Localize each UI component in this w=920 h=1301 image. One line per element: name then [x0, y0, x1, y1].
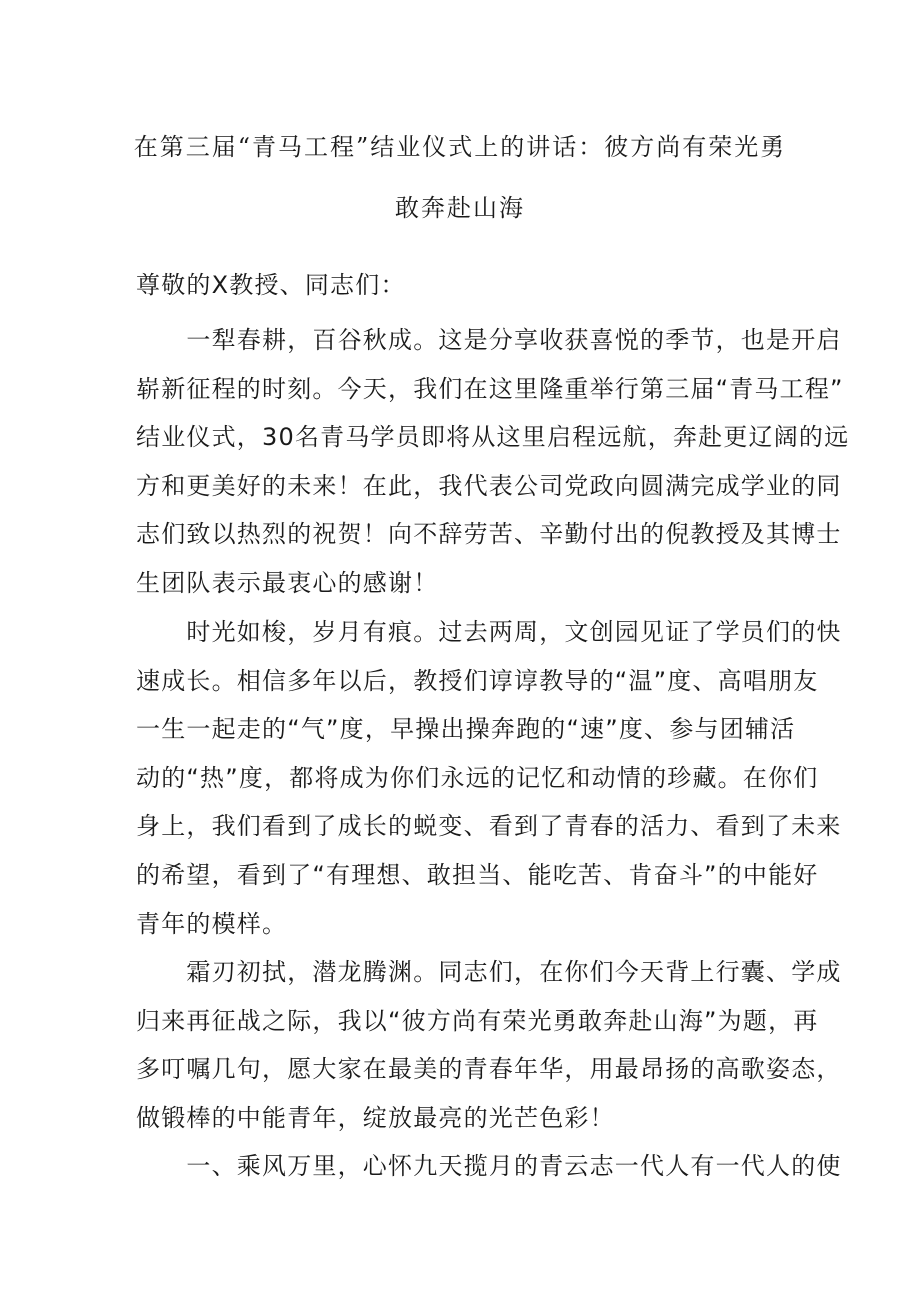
paragraph-line: 一、乘风万里，心怀九天揽月的青云志一代人有一代人的使 — [136, 1152, 842, 1180]
paragraph-line: 多叮嘱几句，愿大家在最美的青春年华，用最昂扬的高歌姿态， — [136, 1055, 842, 1084]
paragraph-line: 志们致以热烈的祝贺！向不辞劳苦、辛勤付出的倪教授及其博士 — [136, 520, 842, 549]
paragraph-1 — [136, 316, 850, 608]
document-title-line-2: 敢奔赴山海 — [395, 194, 525, 222]
document-title-line-1: 在第三届“青马工程”结业仪式上的讲话：彼方尚有荣光勇 — [133, 133, 787, 161]
paragraph-line: 时光如梭，岁月有痕。过去两周，文创园见证了学员们的快 — [136, 618, 842, 646]
paragraph-line: 崭新征程的时刻。今天，我们在这里隆重举行第三届“青马工程” — [136, 374, 844, 403]
paragraph-line: 一生一起走的“气”度，早操出操奔跑的“速”度、参与团辅活 — [136, 715, 796, 744]
paragraph-line: 归来再征战之际，我以“彼方尚有荣光勇敢奔赴山海”为题，再 — [136, 1006, 819, 1035]
paragraph-line: 动的“热”度，都将成为你们永远的记忆和动情的珍藏。在你们 — [136, 763, 819, 792]
paragraph-line: 方和更美好的未来！在此，我代表公司党政向圆满完成学业的同 — [136, 471, 842, 500]
paragraph-line: 的希望，看到了“有理想、敢担当、能吃苦、肯奋斗”的中能好 — [136, 860, 819, 889]
paragraph-line: 一犁春耕，百谷秋成。这是分享收获喜悦的季节，也是开启 — [136, 326, 842, 354]
section-heading-1 — [136, 1142, 842, 1191]
paragraph-2 — [136, 608, 842, 948]
paragraph-line: 做锻棒的中能青年，绽放最亮的光芒色彩！ — [136, 1103, 615, 1132]
paragraph-line: 青年的模样。 — [136, 909, 288, 938]
salutation: 尊敬的X教授、同志们： — [136, 271, 406, 299]
paragraph-3 — [136, 948, 842, 1142]
paragraph-line: 霜刃初拭，潜龙腾渊。同志们，在你们今天背上行囊、学成 — [136, 958, 842, 986]
paragraph-line: 速成长。相信多年以后，教授们谆谆教导的“温”度、高唱朋友 — [136, 666, 819, 695]
paragraph-line: 身上，我们看到了成长的蜕变、看到了青春的活力、看到了未来 — [136, 812, 842, 841]
paragraph-line: 生团队表示最衷心的感谢！ — [136, 568, 439, 597]
paragraph-line: 结业仪式，30名青马学员即将从这里启程远航，奔赴更辽阔的远 — [136, 423, 850, 452]
